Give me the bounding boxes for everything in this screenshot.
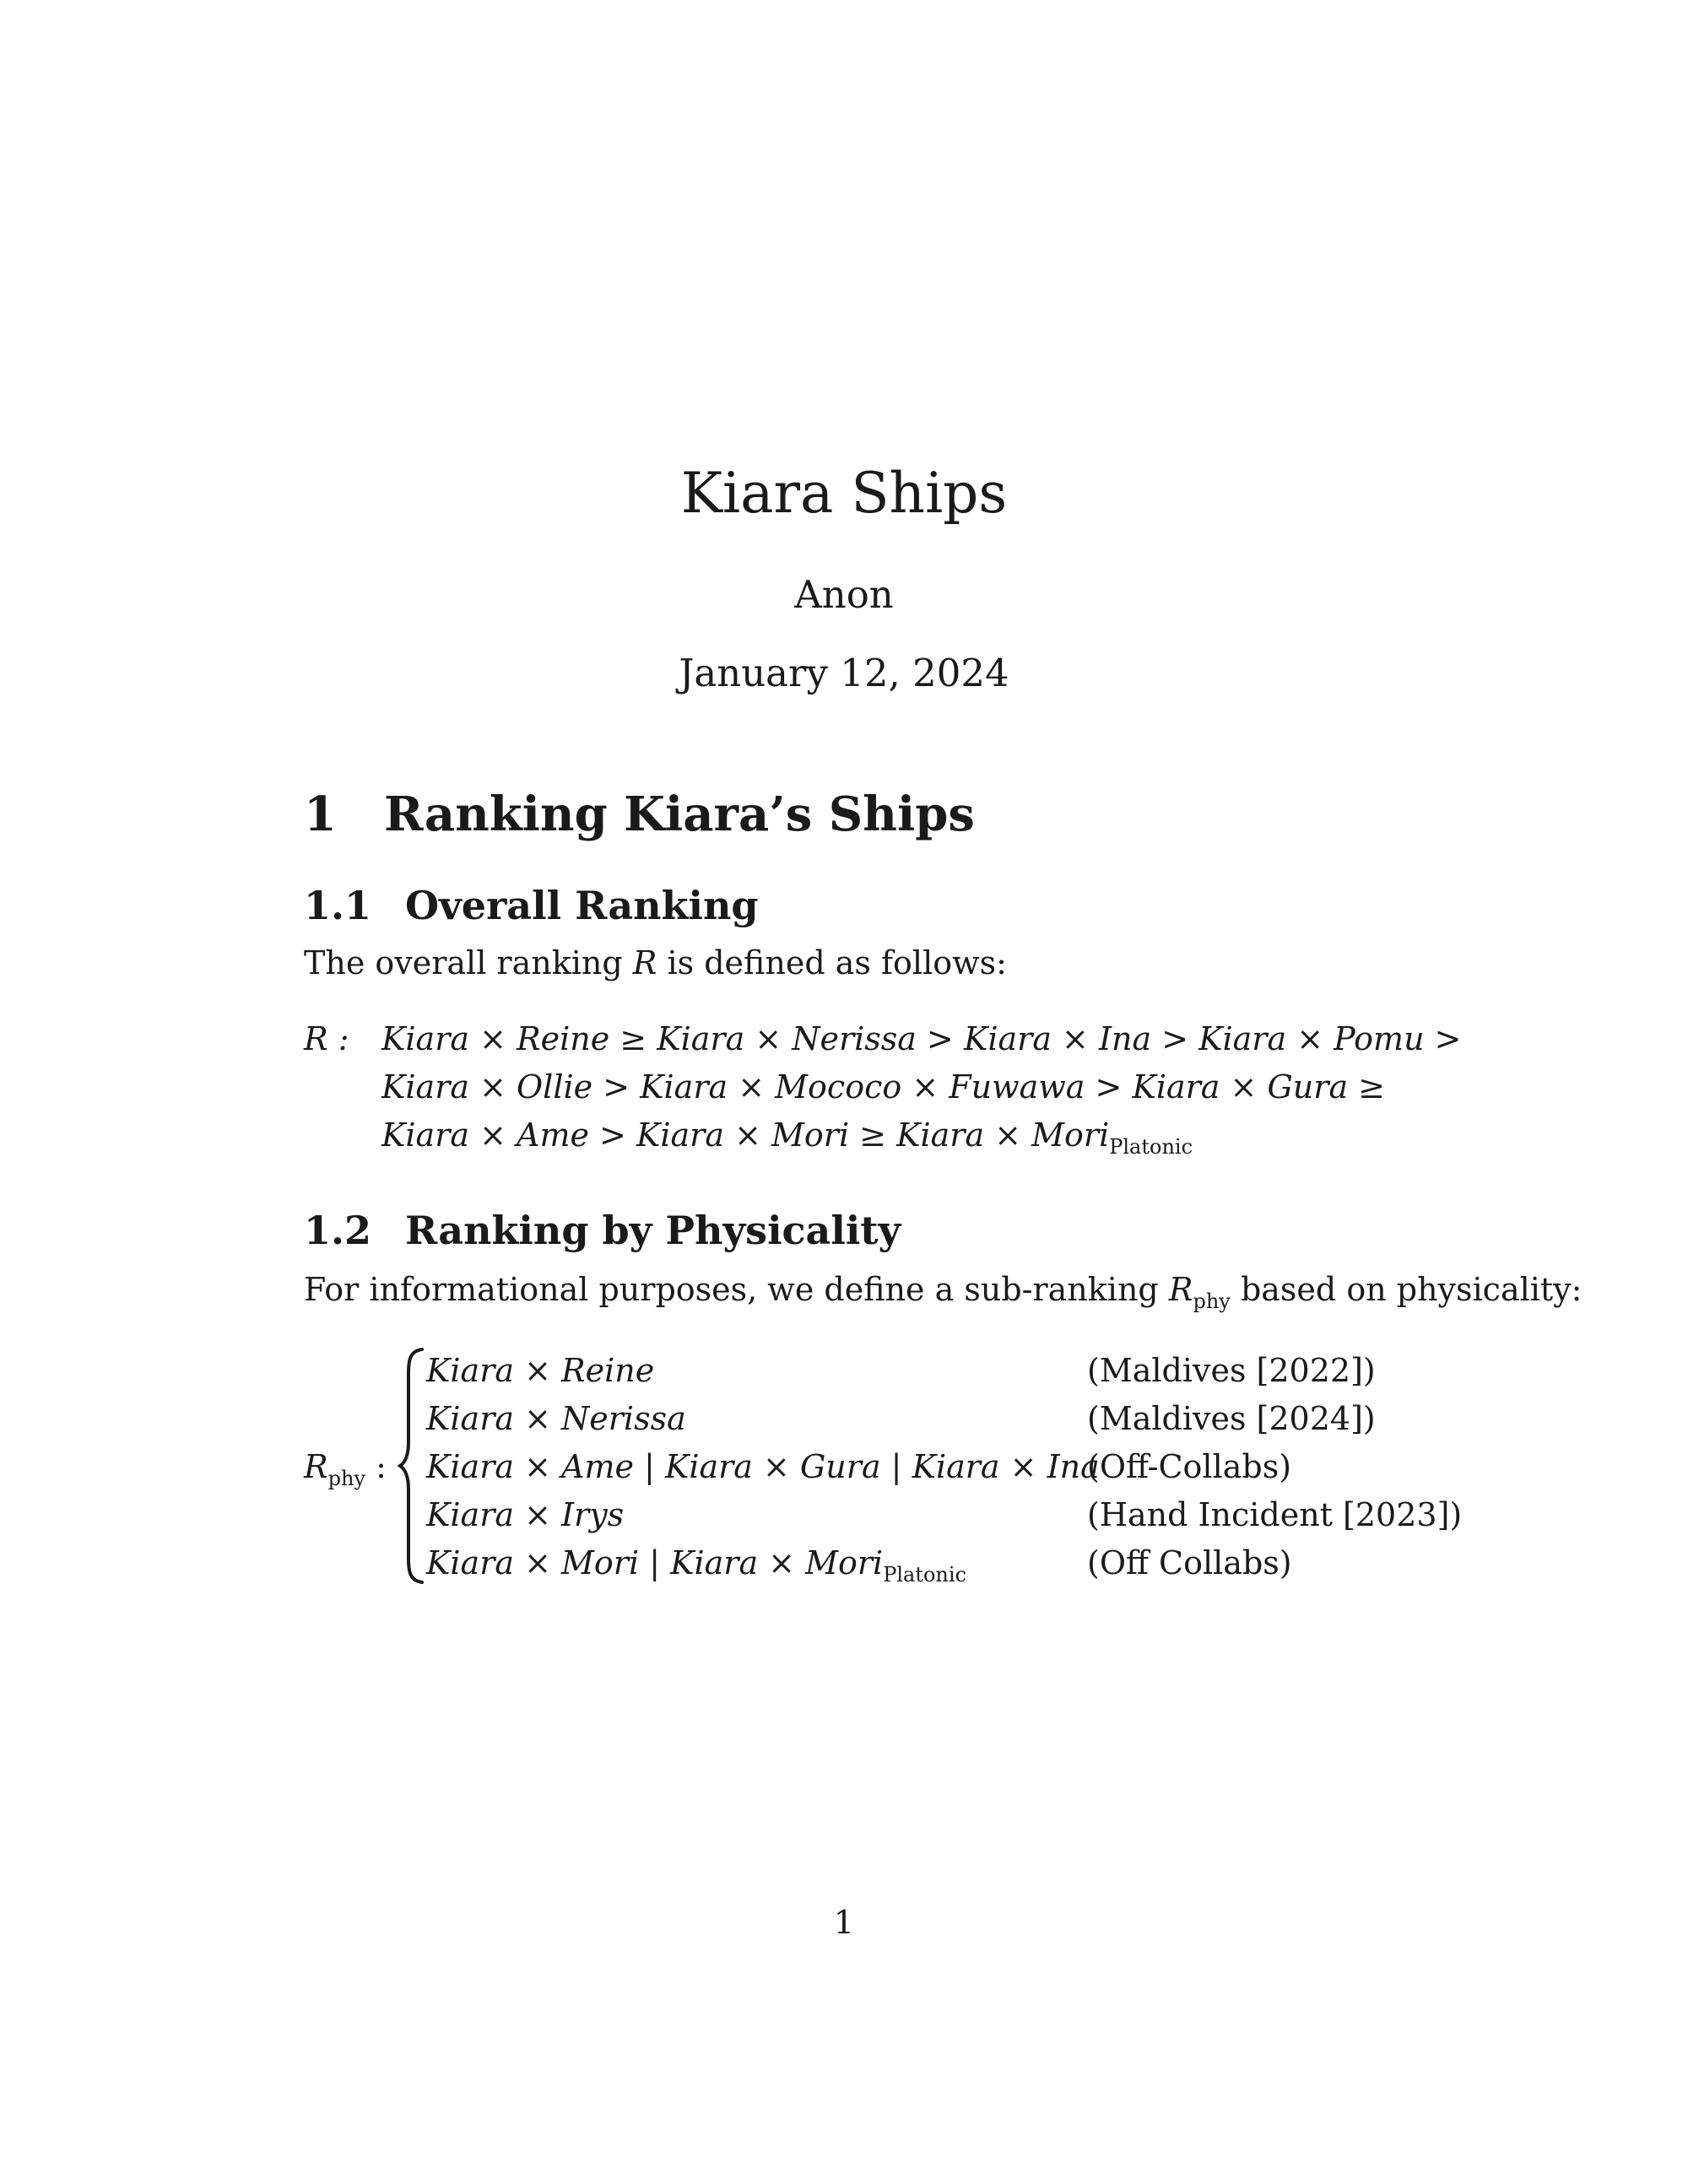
ranking-label: R : xyxy=(304,1020,349,1057)
ranking-line xyxy=(381,1111,1193,1171)
intro-text: For informational purposes, we define a sub-ranking xyxy=(304,1271,1169,1308)
case-note: (Off Collabs) xyxy=(1087,1544,1292,1581)
section-number: 1 xyxy=(304,787,337,842)
intro-text-end: is defined as follows: xyxy=(657,944,1007,981)
overall-ranking-intro xyxy=(304,941,1007,985)
subsection-heading-physicality xyxy=(304,1205,901,1256)
ranking-line: Kiara × Reine ≥ Kiara × Nerissa > Kiara × Ina > Kiara × Pomu > xyxy=(381,1020,1462,1057)
case-note: (Maldives [2022]) xyxy=(1087,1352,1376,1389)
subsection-title: Ranking by Physicality xyxy=(405,1208,901,1253)
subsection-heading-overall xyxy=(304,880,759,931)
ranking-line-text: Kiara × Ame > Kiara × Mori ≥ Kiara × Mori xyxy=(381,1116,1110,1154)
physicality-case xyxy=(426,1541,966,1597)
physicality-subscript: phy xyxy=(327,1467,366,1490)
physicality-intro xyxy=(304,1268,1582,1323)
page-number: 1 xyxy=(833,1904,855,1941)
case-subscript: Platonic xyxy=(883,1563,967,1587)
intro-text-end: based on physicality: xyxy=(1230,1271,1582,1308)
subsection-number: 1.1 xyxy=(304,883,372,928)
section-heading xyxy=(304,785,975,844)
ranking-subscript: Platonic xyxy=(1109,1135,1193,1159)
physicality-case: Kiara × Nerissa xyxy=(426,1400,686,1437)
physicality-case: Kiara × Reine xyxy=(426,1352,655,1389)
document-title: Kiara Ships xyxy=(680,461,1008,526)
case-note: (Off-Collabs) xyxy=(1087,1448,1292,1485)
case-note: (Maldives [2024]) xyxy=(1087,1400,1376,1437)
case-note: (Hand Incident [2023]) xyxy=(1087,1496,1463,1533)
document-date: January 12, 2024 xyxy=(679,651,1009,695)
physicality-colon: : xyxy=(365,1448,387,1485)
physicality-case: Kiara × Ame | Kiara × Gura | Kiara × Ina xyxy=(426,1448,1100,1485)
document-author: Anon xyxy=(794,572,894,617)
subsection-number: 1.2 xyxy=(304,1208,372,1253)
physicality-label xyxy=(304,1445,387,1500)
ranking-line: Kiara × Ollie > Kiara × Mococo × Fuwawa > Kiara × Gura ≥ xyxy=(381,1068,1386,1106)
subranking-subscript: phy xyxy=(1193,1289,1231,1313)
intro-text: The overall ranking xyxy=(304,944,633,981)
left-brace-icon xyxy=(397,1348,427,1584)
subranking-symbol: R xyxy=(1168,1271,1193,1308)
ranking-symbol: R xyxy=(632,944,657,981)
physicality-case-text: Kiara × Mori | Kiara × Mori xyxy=(426,1544,884,1581)
subsection-title: Overall Ranking xyxy=(405,883,759,928)
section-title: Ranking Kiara’s Ships xyxy=(384,787,975,842)
physicality-symbol: R xyxy=(304,1448,328,1485)
physicality-case: Kiara × Irys xyxy=(426,1496,625,1533)
